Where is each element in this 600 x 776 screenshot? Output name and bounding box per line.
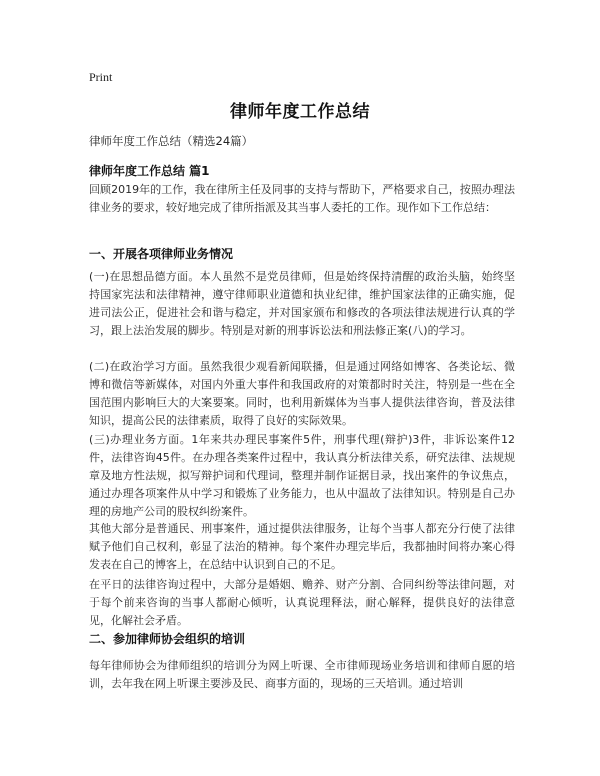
page-title: 律师年度工作总结 xyxy=(230,102,370,122)
paragraph-1: (一)在思想品德方面。本人虽然不是党员律师，但是始终保持清醒的政治头脑，始终坚持国家宪法和法律精神，遵守律师职业道德和执业纪律，维护国家法律的正确实施，促进司法公正，促进社会和谐与稳定，并对国家颁布和修改的各项法律法规进行认真的学习，跟上法治发展的脚步。特别是对新的刑事诉讼法和刑法修正案(八)的学习。 xyxy=(89,270,515,337)
section-2-heading: 二、参加律师协会组织的培训 xyxy=(89,632,246,646)
paragraph-4: 其他大部分是普通民、刑事案件，通过提供法律服务，让每个当事人都充分行使了法律赋予他们自己权利，彰显了法治的精神。每个案件办理完毕后，我都抽时间将办案心得发表在自己的博客上，在总结中认识到自己的不足。 xyxy=(89,522,515,571)
section-1-heading: 一、开展各项律师业务情况 xyxy=(89,247,234,261)
paragraph-6: 每年律师协会为律师组织的培训分为网上听课、全市律师现场业务培训和律师自愿的培训，去年我在网上听课主要涉及民、商事方面的，现场的三天培训。通过培训 xyxy=(89,659,515,690)
paragraph-5: 在平日的法律咨询过程中，大部分是婚姻、赡养、财产分割、合同纠纷等法律问题，对于每个前来咨询的当事人都耐心倾听，认真说理释法，耐心解释，提供良好的法律意见，化解社会矛盾。 xyxy=(89,578,515,627)
intro-paragraph: 回顾2019年的工作，我在律所主任及同事的支持与帮助下，严格要求自己，按照办理法律业务的要求，较好地完成了律所指派及其当事人委托的工作。现作如下工作总结： xyxy=(89,183,515,214)
article-heading: 律师年度工作总结 篇1 xyxy=(89,164,210,178)
paragraph-3: (三)办理业务方面。1年来共办理民事案件5件，刑事代理(辩护)3件，非诉讼案件12件，法律咨询45件。在办理各类案件过程中，我认真分析法律关系，研究法律、法规规章及地方性法规，拟写辩护词和代理词，整理并制作证据目录，找出案件的争议焦点，通过办理各项案件从中学习和锻炼了业务能力，也从中温故了法律知识。特别是自己办理的房地产公司的股权纠纷案件。 xyxy=(89,433,515,518)
print-label[interactable]: Print xyxy=(89,70,113,84)
paragraph-2: (二)在政治学习方面。虽然我很少观看新闻联播，但是通过网络如博客、各类论坛、微博和微信等新媒体，对国内外重大事件和我国政府的对策都时时关注，特别是一些在全国范围内影响巨大的大案要案。同时，也利用新媒体为当事人提供法律咨询，普及法律知识，提高公民的法律素质，取得了良好的实际效果。 xyxy=(89,360,515,427)
document-subtitle: 律师年度工作总结（精选24篇） xyxy=(89,134,254,148)
